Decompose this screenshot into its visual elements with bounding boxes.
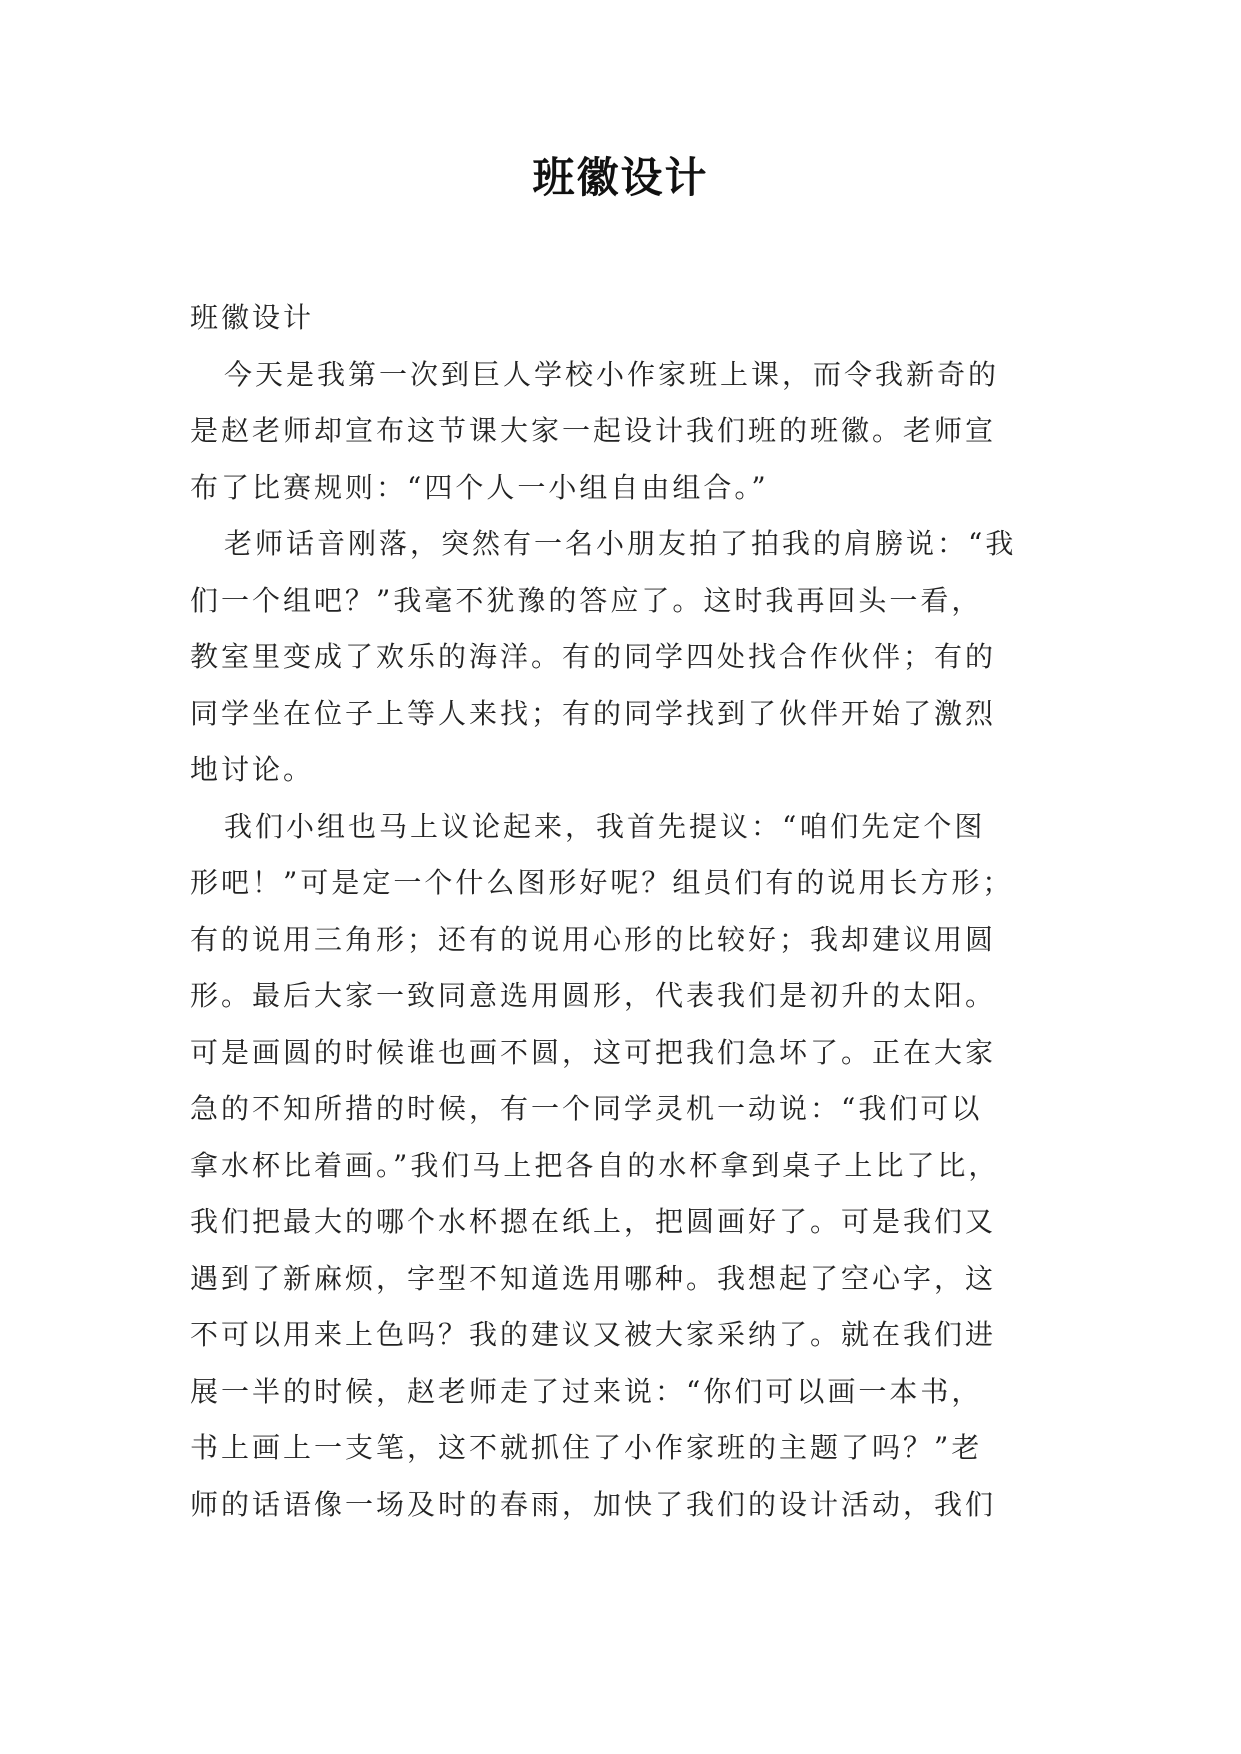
document-body [190,290,1050,1533]
paragraph-line: 老师话音刚落，突然有一名小朋友拍了拍我的肩膀说：“我 [224,527,1017,560]
paragraph-line: 今天是我第一次到巨人学校小作家班上课，而令我新奇的 [224,357,1000,391]
paragraph-line: 书上画上一支笔，这不就抓住了小作家班的主题了吗？”老 [190,1431,983,1464]
paragraph-line: 同学坐在位子上等人来找；有的同学找到了伙伴开始了激烈 [190,696,997,730]
paragraph-line: 们一个组吧？”我毫不犹豫的答应了。这时我再回头一看， [190,583,983,617]
paragraph-line: 教室里变成了欢乐的海洋。有的同学四处找合作伙伴；有的 [190,640,997,673]
paragraph-line: 遇到了新麻烦，字型不知道选用哪种。我想起了空心字，这 [190,1261,997,1295]
paragraph-line: 不可以用来上色吗？我的建议又被大家采纳了。就在我们进 [190,1318,997,1351]
document-subtitle: 班徽设计 [190,301,315,334]
paragraph-line: 有的说用三角形；还有的说用心形的比较好；我却建议用圆 [190,922,997,956]
paragraph-line: 我们小组也马上议论起来，我首先提议：“咱们先定个图 [224,809,986,843]
paragraph-line: 形吧！”可是定一个什么图形好呢？组员们有的说用长方形； [190,866,1014,899]
paragraph-line: 拿水杯比着画。”我们马上把各自的水杯拿到桌子上比了比， [190,1148,1000,1182]
paragraph-line: 展一半的时候，赵老师走了过来说：“你们可以画一本书， [190,1374,983,1408]
paragraph-line: 我们把最大的哪个水杯摁在纸上，把圆画好了。可是我们又 [190,1205,997,1238]
paragraph-line: 可是画圆的时候谁也画不圆，这可把我们急坏了。正在大家 [190,1035,997,1069]
paragraph-line: 是赵老师却宣布这节课大家一起设计我们班的班徽。老师宣 [190,414,997,447]
paragraph-line: 师的话语像一场及时的春雨，加快了我们的设计活动，我们 [190,1487,997,1521]
paragraph-line: 布了比赛规则：“四个人一小组自由组合。” [190,470,769,504]
paragraph-line: 急的不知所措的时候，有一个同学灵机一动说：“我们可以 [190,1092,983,1125]
page-title: 班徽设计 [532,153,709,202]
paragraph-line: 形。最后大家一致同意选用圆形，代表我们是初升的太阳。 [190,979,997,1012]
paragraph-line: 地讨论。 [190,753,315,786]
